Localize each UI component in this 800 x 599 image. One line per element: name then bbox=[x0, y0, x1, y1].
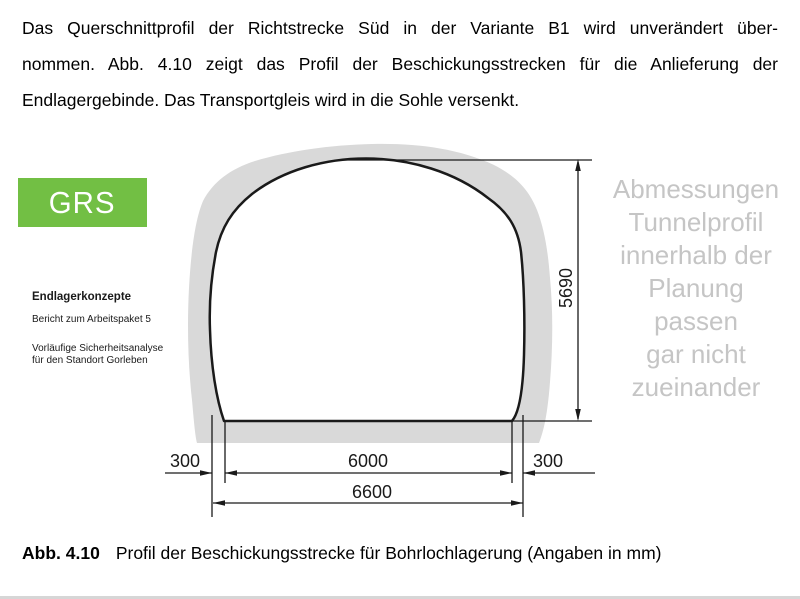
report-line4: für den Standort Gorleben bbox=[32, 355, 148, 366]
arrow-right-icon bbox=[200, 470, 212, 476]
annotation-text bbox=[594, 173, 798, 404]
arrow-left-icon bbox=[225, 470, 237, 476]
paragraph-line: Endlagergebinde. Das Transportgleis wird in die Sohle versenkt. bbox=[22, 90, 520, 110]
paragraph-line: Das Querschnittprofil der Richtstrecke Süd in der Variante B1 wird unverändert über- bbox=[22, 18, 778, 38]
report-title: Endlagerkonzepte bbox=[32, 291, 132, 303]
dim-value-outer-width: 6600 bbox=[351, 482, 393, 502]
arrow-left-icon bbox=[523, 470, 535, 476]
arrow-down-icon bbox=[575, 409, 581, 421]
report-subtitle: Bericht zum Arbeitspaket 5 bbox=[32, 314, 151, 325]
annotation-line: zueinander bbox=[631, 372, 761, 402]
report-line3: Vorläufige Sicherheitsanalyse bbox=[32, 343, 164, 354]
annotation-line: gar nicht bbox=[646, 339, 746, 369]
annotation-line: Tunnelprofil bbox=[628, 207, 764, 237]
annotation-line: passen bbox=[654, 306, 738, 336]
dim-value-offset-right: 300 bbox=[532, 451, 564, 471]
arrow-right-icon bbox=[511, 500, 523, 506]
arrow-up-icon bbox=[575, 159, 581, 171]
annotation-line: innerhalb der bbox=[620, 240, 772, 270]
caption-text: Profil der Beschickungsstrecke für Bohrlochlagerung (Angaben in mm) bbox=[115, 543, 662, 563]
paragraph-line: nommen. Abb. 4.10 zeigt das Profil der Beschickungsstrecken für die Anlieferung der bbox=[22, 54, 778, 74]
dim-value-inner-width: 6000 bbox=[347, 451, 389, 471]
arrow-left-icon bbox=[213, 500, 225, 506]
tunnel-inner-profile bbox=[210, 159, 525, 422]
figure-caption bbox=[22, 543, 782, 564]
grs-logo-text: GRS bbox=[49, 185, 116, 220]
annotation-line: Planung bbox=[648, 273, 744, 303]
dim-value-height: 5690 bbox=[556, 267, 576, 309]
arrow-right-icon bbox=[500, 470, 512, 476]
caption-label: Abb. 4.10 bbox=[22, 543, 100, 563]
annotation-line: Abmessungen bbox=[612, 174, 780, 204]
dim-value-offset-left: 300 bbox=[169, 451, 201, 471]
